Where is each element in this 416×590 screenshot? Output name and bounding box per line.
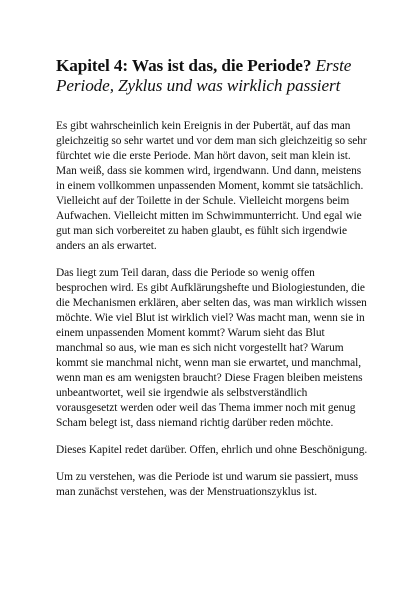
body-paragraph: Das liegt zum Teil daran, dass die Periode so wenig offen besprochen wird. Es gibt Aufklärungshefte und Biologiestunden, die die Mechanismen erklären, aber selten das, was man wirklich wissen möchte. Wie viel Blut ist wirklich viel? Was macht man, wenn sie in einem unpassenden Moment kommt? Warum sieht das Blut manchmal so aus, wie man es sich nicht vorgestellt hat? Warum kommt sie manchmal nicht, wenn man sie erwartet, und manchmal, wenn man es am wenigsten braucht? Diese Fragen bleiben meistens unbeantwortet, weil sie irgendwie als selbstverständlich vorausgesetzt werden oder weil das Thema immer noch mit genug Scham belegt ist, dass niemand richtig darüber reden möchte. [56, 267, 367, 429]
chapter-title: Kapitel 4: Was ist das, die Periode? [56, 56, 312, 75]
chapter-heading [56, 56, 368, 96]
body-paragraph: Um zu verstehen, was die Periode ist und warum sie passiert, muss man zunächst verstehen, was der Menstruationszyklus ist. [56, 471, 359, 498]
document-page [56, 56, 368, 512]
chapter-subtitle: Erste Periode, Zyklus und was wirklich passiert [56, 56, 352, 95]
body-paragraph: Dieses Kapitel redet darüber. Offen, ehrlich und ohne Beschönigung. [56, 444, 368, 456]
body-paragraph: Es gibt wahrscheinlich kein Ereignis in der Pubertät, auf das man gleichzeitig so sehr wartet und vor dem man sich gleichzeitig so sehr fürchtet wie die erste Periode. Man hört davon, seit man klein ist. Man weiß, dass sie kommen wird, irgendwann. Und dann, meistens in einem vollkommen unpassenden Moment, kommt sie tatsächlich. Vielleicht auf der Toilette in der Schule. Vielleicht morgens beim Aufwachen. Vielleicht mitten im Schwimmunterricht. Und egal wie gut man sich vorbereitet zu haben glaubt, es fühlt sich irgendwie anders an als erwartet. [56, 120, 367, 252]
